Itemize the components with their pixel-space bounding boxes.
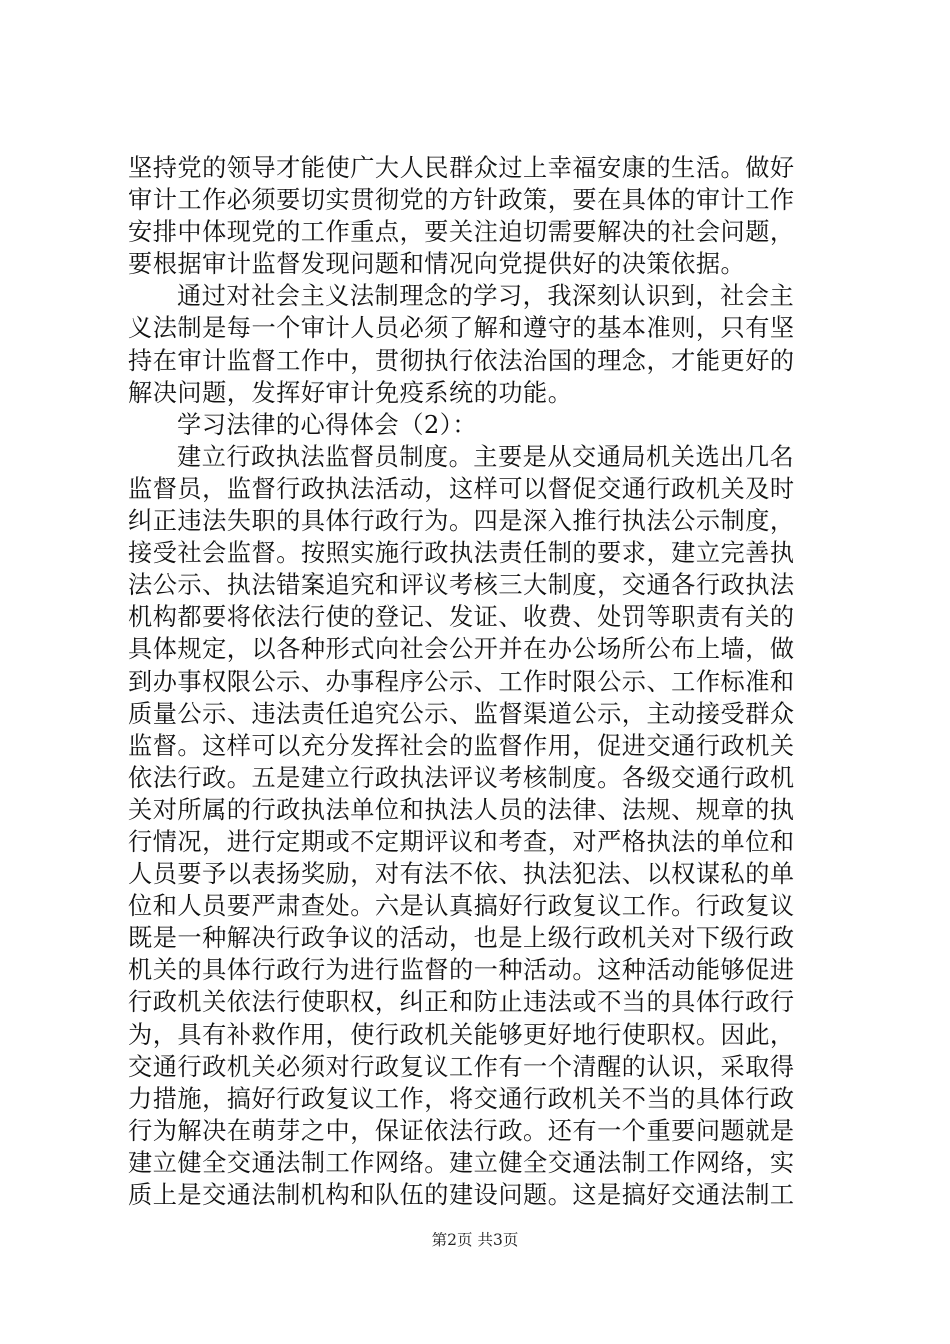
paragraph-first-line: 学习法律的心得体会（2）： [177, 410, 478, 439]
text-line: 监督员，监督行政执法活动，这样可以督促交通行政机关及时 [128, 474, 795, 503]
text-line: 力措施，搞好行政复议工作，将交通行政机关不当的具体行政 [128, 1084, 795, 1113]
text-line: 机关的具体行政行为进行监督的一种活动。这种活动能够促进 [128, 956, 795, 985]
text-line: 监督。这样可以充分发挥社会的监督作用，促进交通行政机关 [128, 731, 795, 760]
text-line: 法公示、执法错案追究和评议考核三大制度，交通各行政执法 [128, 571, 795, 600]
text-line: 为，具有补救作用，使行政机关能够更好地行使职权。因此， [128, 1020, 795, 1049]
text-line: 依法行政。五是建立行政执法评议考核制度。各级交通行政机 [128, 763, 795, 792]
text-line: 交通行政机关必须对行政复议工作有一个清醒的认识，采取得 [128, 1052, 795, 1081]
text-line: 行政机关依法行使职权，纠正和防止违法或不当的具体行政行 [128, 988, 795, 1017]
paragraph-first-line: 建立行政执法监督员制度。主要是从交通局机关选出几名 [177, 442, 795, 471]
document-body [128, 152, 828, 1211]
text-line: 关对所属的行政执法单位和执法人员的法律、法规、规章的执 [128, 795, 795, 824]
text-line: 既是一种解决行政争议的活动，也是上级行政机关对下级行政 [128, 924, 795, 953]
text-line: 质量公示、违法责任追究公示、监督渠道公示，主动接受群众 [128, 699, 795, 728]
paragraph-first-line: 通过对社会主义法制理念的学习，我深刻认识到，社会主 [177, 282, 795, 311]
text-line: 机构都要将依法行使的登记、发证、收费、处罚等职责有关的 [128, 603, 795, 632]
text-line: 行为解决在萌芽之中，保证依法行政。还有一个重要问题就是 [128, 1116, 795, 1145]
page-footer [0, 1228, 950, 1250]
text-line: 质上是交通法制机构和队伍的建设问题。这是搞好交通法制工 [128, 1181, 795, 1209]
text-line: 解决问题，发挥好审计免疫系统的功能。 [128, 378, 573, 407]
text-line: 审计工作必须要切实贯彻党的方针政策，要在具体的审计工作 [128, 186, 795, 215]
text-line: 具体规定，以各种形式向社会公开并在办公场所公布上墙，做 [128, 635, 795, 664]
text-line: 人员要予以表扬奖励，对有法不依、执法犯法、以权谋私的单 [128, 860, 795, 889]
text-line: 要根据审计监督发现问题和情况向党提供好的决策依据。 [128, 250, 746, 279]
text-line: 安排中体现党的工作重点，要关注迫切需要解决的社会问题， [128, 218, 795, 247]
page-number-label: 第2页 共3页 [431, 1231, 519, 1249]
text-line: 坚持党的领导才能使广大人民群众过上幸福安康的生活。做好 [128, 154, 795, 182]
text-line: 建立健全交通法制工作网络。建立健全交通法制工作网络，实 [128, 1148, 795, 1177]
text-line: 接受社会监督。按照实施行政执法责任制的要求，建立完善执 [128, 539, 795, 568]
text-line: 纠正违法失职的具体行政行为。四是深入推行执法公示制度， [128, 507, 795, 536]
text-line: 位和人员要严肃查处。六是认真搞好行政复议工作。行政复议 [128, 892, 795, 921]
text-line: 行情况，进行定期或不定期评议和考查，对严格执法的单位和 [128, 827, 795, 856]
text-line: 义法制是每一个审计人员必须了解和遵守的基本准则，只有坚 [128, 314, 795, 343]
text-line: 持在审计监督工作中，贯彻执行依法治国的理念，才能更好的 [128, 346, 795, 375]
text-line: 到办事权限公示、办事程序公示、工作时限公示、工作标准和 [128, 667, 795, 696]
